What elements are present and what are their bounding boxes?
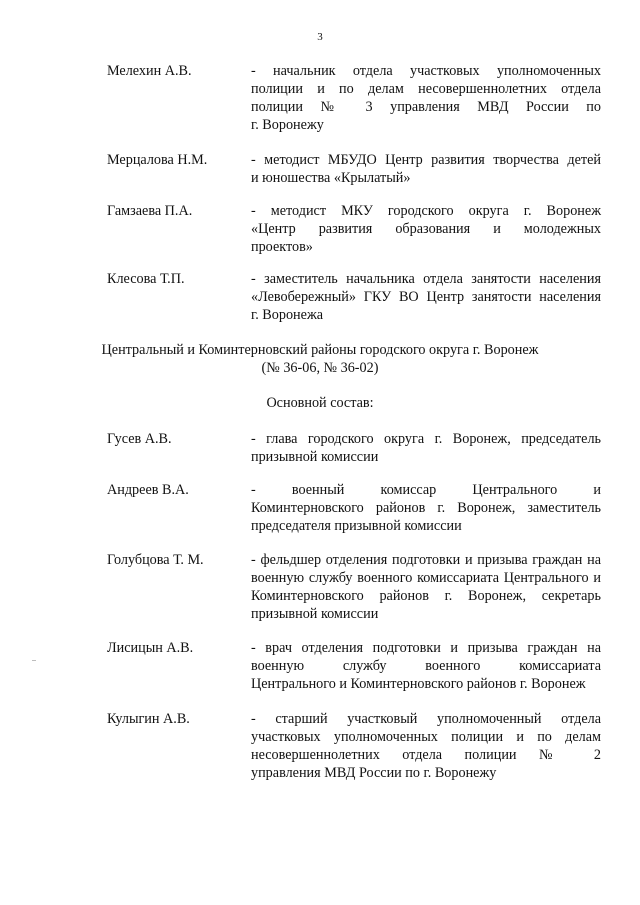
- position-line: полиции № 3 управления МВД России по: [251, 99, 601, 115]
- member-name: Лисицын А.В.: [107, 640, 194, 656]
- position-line: «Центр развития образования и молодежных: [251, 221, 601, 237]
- position-line: несовершеннолетних отдела полиции № 2: [251, 747, 601, 763]
- member-name: Гусев А.В.: [107, 431, 172, 447]
- member-position: [251, 62, 601, 134]
- page-number: 3: [317, 31, 323, 43]
- member-position: [251, 639, 601, 693]
- position-line: г. Воронежу: [251, 117, 324, 133]
- position-line: Коминтерновского районов г. Воронеж, заместитель: [251, 500, 601, 516]
- position-line: - глава городского округа г. Воронеж, председатель: [251, 431, 601, 447]
- member-position: [251, 481, 601, 535]
- member-name: Мерцалова Н.М.: [107, 152, 208, 168]
- position-line: и юношества «Крылатый»: [251, 170, 411, 186]
- position-line: - методист МБУДО Центр развития творчества детей: [251, 152, 601, 168]
- position-line: - заместитель начальника отдела занятости населения: [251, 271, 601, 287]
- position-line: проектов»: [251, 239, 313, 255]
- position-line: - начальник отдела участковых уполномоченных: [251, 63, 601, 79]
- section-subheading: Основной состав:: [266, 395, 374, 411]
- position-line: призывной комиссии: [251, 606, 379, 622]
- position-line: «Левобережный» ГКУ ВО Центр занятости населения: [251, 289, 601, 305]
- member-name: Клесова Т.П.: [107, 271, 185, 287]
- member-position: [251, 151, 601, 187]
- position-line: полиции и по делам несовершеннолетних отдела: [251, 81, 601, 97]
- member-position: [251, 430, 601, 466]
- member-name: Гамзаева П.А.: [107, 203, 193, 219]
- member-name: Андреев В.А.: [107, 482, 189, 498]
- member-position: [251, 710, 601, 782]
- position-line: - старший участковый уполномоченный отдела: [251, 711, 601, 727]
- position-line: Коминтерновского районов г. Воронеж, секретарь: [251, 588, 601, 604]
- position-line: председателя призывной комиссии: [251, 518, 462, 534]
- position-line: - методист МКУ городского округа г. Воронеж: [251, 203, 601, 219]
- position-line: управления МВД России по г. Воронежу: [251, 765, 497, 781]
- position-line: военную службу военного комиссариата: [251, 658, 601, 674]
- member-name: Кулыгин А.В.: [107, 711, 190, 727]
- position-line: - фельдшер отделения подготовки и призыва граждан на: [251, 552, 601, 568]
- position-line: - военный комиссар Центрального и: [251, 482, 601, 498]
- member-position: [251, 202, 601, 256]
- member-position: [251, 270, 601, 324]
- member-name: Мелехин А.В.: [107, 63, 192, 79]
- position-line: участковых уполномоченных полиции и по делам: [251, 729, 601, 745]
- margin-mark: [32, 660, 36, 661]
- position-line: призывной комиссии: [251, 449, 379, 465]
- section-heading-numbers: (№ 36-06, № 36-02): [261, 360, 379, 376]
- section-heading: Центральный и Коминтерновский районы городского округа г. Воронеж: [101, 342, 539, 358]
- position-line: Центрального и Коминтерновского районов г. Воронеж: [251, 676, 586, 692]
- position-line: - врач отделения подготовки и призыва граждан на: [251, 640, 601, 656]
- position-line: г. Воронежа: [251, 307, 324, 323]
- member-position: [251, 551, 601, 623]
- position-line: военную службу военного комиссариата Центрального и: [251, 570, 601, 586]
- member-name: Голубцова Т. М.: [107, 552, 204, 568]
